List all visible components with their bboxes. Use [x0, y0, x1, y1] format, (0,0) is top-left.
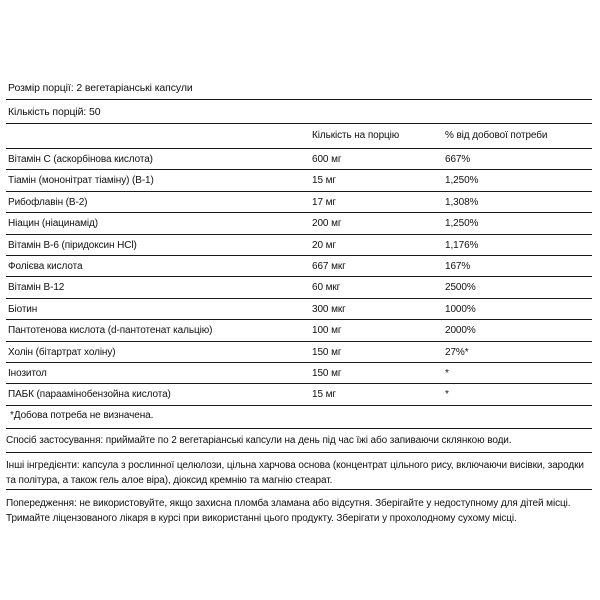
table-row — [6, 319, 592, 340]
nutrient-daily-value: 2500% — [445, 282, 476, 294]
nutrient-amount: 150 мг — [312, 346, 342, 358]
divider — [6, 123, 592, 124]
table-row — [6, 212, 592, 233]
nutrient-daily-value: 167% — [445, 260, 471, 272]
nutrient-name: Пантотенова кислота (d-пантотенат кальцію) — [8, 325, 213, 337]
table-row — [6, 191, 592, 212]
table-row — [6, 362, 592, 383]
nutrient-name: Інозитол — [8, 367, 47, 379]
nutrient-name: Холін (бітартрат холіну) — [8, 346, 116, 358]
nutrient-amount: 15 мг — [312, 175, 336, 187]
nutrient-amount: 100 мг — [312, 325, 342, 337]
nutrient-name: Тіамін (мононітрат тіаміну) (В-1) — [8, 175, 154, 187]
nutrient-daily-value: 27%* — [445, 346, 469, 358]
nutrient-amount: 200 мг — [312, 218, 342, 230]
nutrient-name: Ніацин (ніацинамід) — [8, 218, 99, 230]
table-row — [6, 276, 592, 297]
nutrient-daily-value: * — [445, 389, 449, 401]
serving-size: Розмір порції: 2 вегетаріанські капсули — [8, 82, 193, 94]
divider — [6, 489, 592, 490]
nutrient-daily-value: 1,250% — [445, 218, 479, 230]
nutrient-amount: 600 мг — [312, 154, 342, 165]
nutrient-name: Рибофлавін (В-2) — [8, 196, 88, 208]
nutrient-name: Вітамін В-12 — [8, 282, 65, 294]
nutrient-daily-value: 667% — [445, 154, 471, 165]
column-header-daily-value: % від добової потреби — [445, 130, 548, 141]
nutrient-amount: 150 мг — [312, 367, 342, 379]
table-row — [6, 341, 592, 362]
servings-count: Кількість порцій: 50 — [8, 106, 101, 118]
nutrient-daily-value: * — [445, 367, 449, 379]
footnote: *Добова потреба не визначена. — [10, 410, 154, 421]
table-row — [6, 383, 592, 405]
nutrient-name: Фолієва кислота — [8, 260, 83, 272]
divider — [6, 428, 592, 429]
nutrient-amount: 17 мг — [312, 196, 336, 208]
nutrient-name: ПАБК (параамінобензойна кислота) — [8, 389, 171, 401]
warning-text: Попередження: не використовуйте, якщо захисна пломба зламана або відсутня. Зберігайте у недоступному для дітей місці. Тримайте ліцензованого лікаря в курсі при використанні цього продукту. Зберігати у прохолодному сухому місці. — [6, 498, 571, 524]
column-header-amount: Кількість на порцію — [312, 130, 400, 141]
nutrient-name: Вітамін В-6 (піридоксин HCl) — [8, 239, 137, 251]
nutrient-amount: 20 мг — [312, 239, 336, 251]
table-row — [6, 148, 592, 169]
nutrient-amount: 60 мкг — [312, 282, 341, 294]
divider — [6, 99, 592, 100]
nutrient-daily-value: 1000% — [445, 303, 476, 315]
table-row — [6, 234, 592, 255]
nutrient-daily-value: 2000% — [445, 325, 476, 337]
nutrient-amount: 15 мг — [312, 389, 336, 401]
table-row — [6, 169, 592, 190]
table-row — [6, 255, 592, 276]
nutrient-daily-value: 1,176% — [445, 239, 479, 251]
other-ingredients: Інші інгредієнти: капсула з рослинної целюлози, цільна харчова основа (концентрат цільного рису, включаючи висівки, зародки та політура, а також гель алое віра), діоксид кремнію та магнію стеарат. — [6, 460, 584, 486]
nutrient-table — [6, 148, 592, 406]
nutrient-amount: 667 мкг — [312, 260, 346, 272]
nutrient-daily-value: 1,250% — [445, 175, 479, 187]
nutrient-daily-value: 1,308% — [445, 196, 479, 208]
nutrient-name: Біотин — [8, 303, 38, 315]
nutrient-amount: 300 мкг — [312, 303, 346, 315]
usage-directions: Спосіб застосування: приймайте по 2 вегетаріанські капсули на день під час їжі або запиваючи склянкою води. — [6, 435, 512, 446]
nutrient-name: Вітамін С (аскорбінова кислота) — [8, 154, 153, 165]
divider — [6, 452, 592, 453]
table-row — [6, 298, 592, 319]
